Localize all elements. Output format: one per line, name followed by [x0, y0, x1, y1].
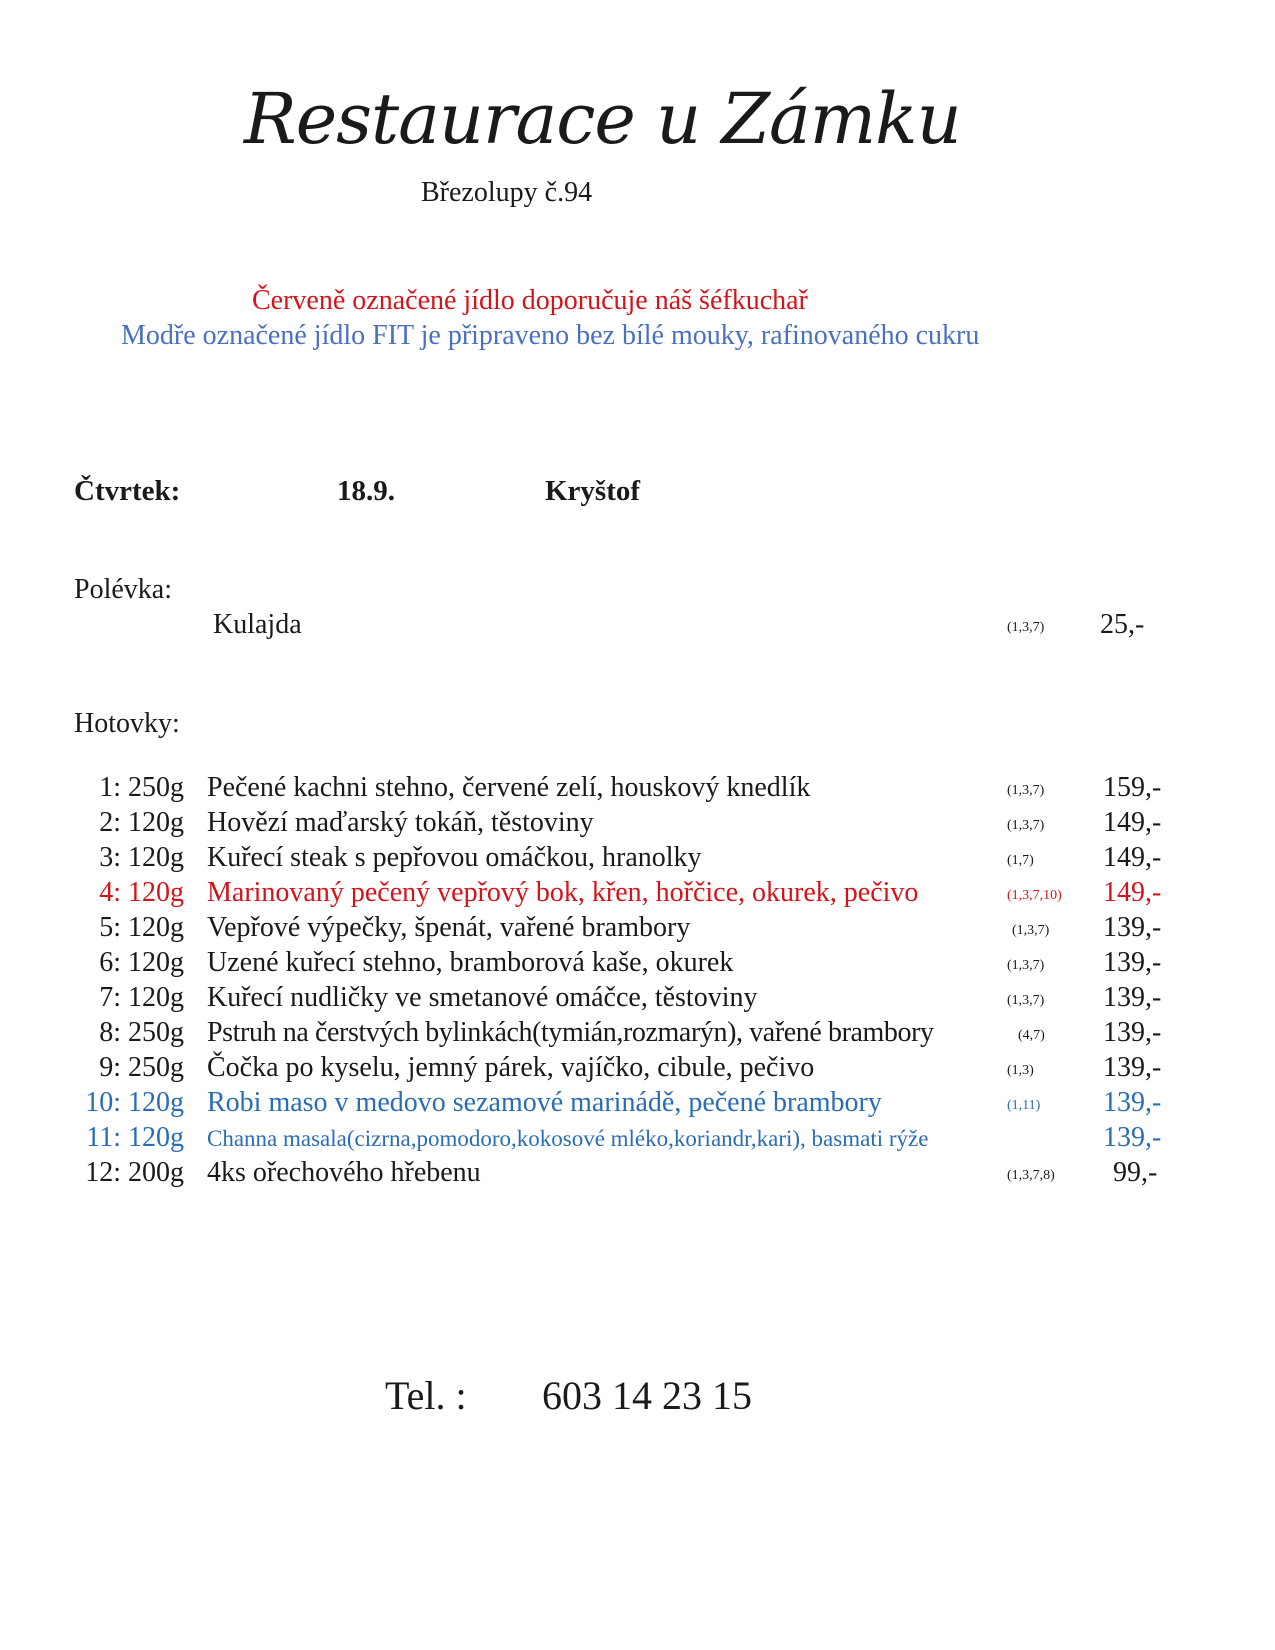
menu-date: 18.9.: [337, 475, 395, 507]
restaurant-title: Restaurace u Zámku: [244, 78, 961, 160]
meal-price: 159,-: [1103, 772, 1162, 803]
meal-price: 149,-: [1103, 842, 1162, 873]
meal-row-fit: [0, 1087, 1275, 1121]
weekday: Čtvrtek:: [74, 475, 181, 507]
meal-number-weight: 8: 250g: [99, 1017, 184, 1048]
meal-number-weight: 11: 120g: [86, 1122, 184, 1153]
meal-price: 139,-: [1103, 982, 1162, 1013]
meal-row: [0, 1052, 1275, 1086]
meal-description: Čočka po kyselu, jemný párek, vajíčko, cibule, pečivo: [207, 1052, 815, 1083]
meal-allergens: (1,11): [1007, 1098, 1041, 1113]
meal-description: Kuřecí steak s pepřovou omáčkou, hranolky: [207, 842, 702, 873]
meal-number-weight: 7: 120g: [99, 982, 184, 1013]
meal-row-chef-recommended: [0, 877, 1275, 911]
meal-row: [0, 1157, 1275, 1191]
meal-description: Hovězí maďarský tokáň, těstoviny: [207, 807, 594, 838]
meal-allergens: (4,7): [1018, 1028, 1045, 1043]
meal-allergens: (1,7): [1007, 853, 1034, 868]
meal-description: Pečené kachni stehno, červené zelí, houskový knedlík: [207, 772, 811, 803]
meal-price: 149,-: [1103, 807, 1162, 838]
meal-description: Robi maso v medovo sezamové marinádě, pečené brambory: [207, 1087, 882, 1118]
meal-row: [0, 947, 1275, 981]
meal-price: 139,-: [1103, 1122, 1162, 1153]
meal-number-weight: 6: 120g: [99, 947, 184, 978]
meal-row: [0, 1017, 1275, 1051]
meal-description: Uzené kuřecí stehno, bramborová kaše, okurek: [207, 947, 734, 978]
meals-heading: Hotovky:: [74, 708, 180, 739]
meal-price: 139,-: [1103, 1017, 1162, 1048]
meal-description: 4ks ořechového hřebenu: [207, 1157, 481, 1188]
meal-price: 139,-: [1103, 1087, 1162, 1118]
meal-number-weight: 5: 120g: [99, 912, 184, 943]
meal-row: [0, 982, 1275, 1016]
meal-number-weight: 2: 120g: [99, 807, 184, 838]
meal-allergens: (1,3,7): [1007, 783, 1045, 798]
meal-allergens: (1,3,7): [1007, 818, 1045, 833]
meal-allergens: (1,3,7): [1012, 923, 1050, 938]
meal-description: Marinovaný pečený vepřový bok, křen, hořčice, okurek, pečivo: [207, 877, 919, 908]
chef-recommendation-note: Červeně označené jídlo doporučuje náš šéfkuchař: [252, 285, 808, 316]
meal-allergens: (1,3,7): [1007, 958, 1045, 973]
meal-price: 149,-: [1103, 877, 1162, 908]
meal-price: 139,-: [1103, 947, 1162, 978]
soup-allergens: (1,3,7): [1007, 620, 1045, 635]
meal-price: 139,-: [1103, 912, 1162, 943]
contact-line: [385, 1372, 752, 1419]
meal-number-weight: 10: 120g: [85, 1087, 184, 1118]
meal-description: Pstruh na čerstvých bylinkách(tymián,rozmarýn), vařené brambory: [207, 1017, 934, 1048]
soup-row: [0, 609, 1275, 643]
soup-name: Kulajda: [213, 609, 302, 640]
meal-allergens: (1,3): [1007, 1063, 1034, 1078]
meal-price: 139,-: [1103, 1052, 1162, 1083]
soup-heading: Polévka:: [74, 574, 172, 605]
meal-number-weight: 4: 120g: [99, 877, 184, 908]
phone-label: Tel. :: [385, 1373, 467, 1418]
meal-allergens: (1,3,7): [1007, 993, 1045, 1008]
phone-number: 603 14 23 15: [542, 1373, 752, 1418]
meal-price: 99,-: [1113, 1157, 1158, 1188]
fit-meal-note: Modře označené jídlo FIT je připraveno bez bílé mouky, rafinovaného cukru: [121, 320, 980, 351]
meal-number-weight: 3: 120g: [99, 842, 184, 873]
meal-row: [0, 772, 1275, 806]
meal-description: Channa masala(cizrna,pomodoro,kokosové mléko,koriandr,kari), basmati rýže: [207, 1126, 929, 1151]
meal-description: Kuřecí nudličky ve smetanové omáčce, těstoviny: [207, 982, 758, 1013]
meal-row-fit: [0, 1122, 1275, 1156]
meal-allergens: (1,3,7,10): [1007, 888, 1062, 903]
meal-description: Vepřové výpečky, špenát, vařené brambory: [207, 912, 691, 943]
meal-row: [0, 842, 1275, 876]
meal-row: [0, 912, 1275, 946]
meal-number-weight: 9: 250g: [99, 1052, 184, 1083]
restaurant-address: Březolupy č.94: [421, 177, 593, 208]
nameday: Kryštof: [545, 475, 641, 507]
meal-number-weight: 12: 200g: [85, 1157, 184, 1188]
meal-allergens: (1,3,7,8): [1007, 1168, 1055, 1183]
soup-price: 25,-: [1100, 609, 1145, 640]
meal-row: [0, 807, 1275, 841]
meal-number-weight: 1: 250g: [99, 772, 184, 803]
